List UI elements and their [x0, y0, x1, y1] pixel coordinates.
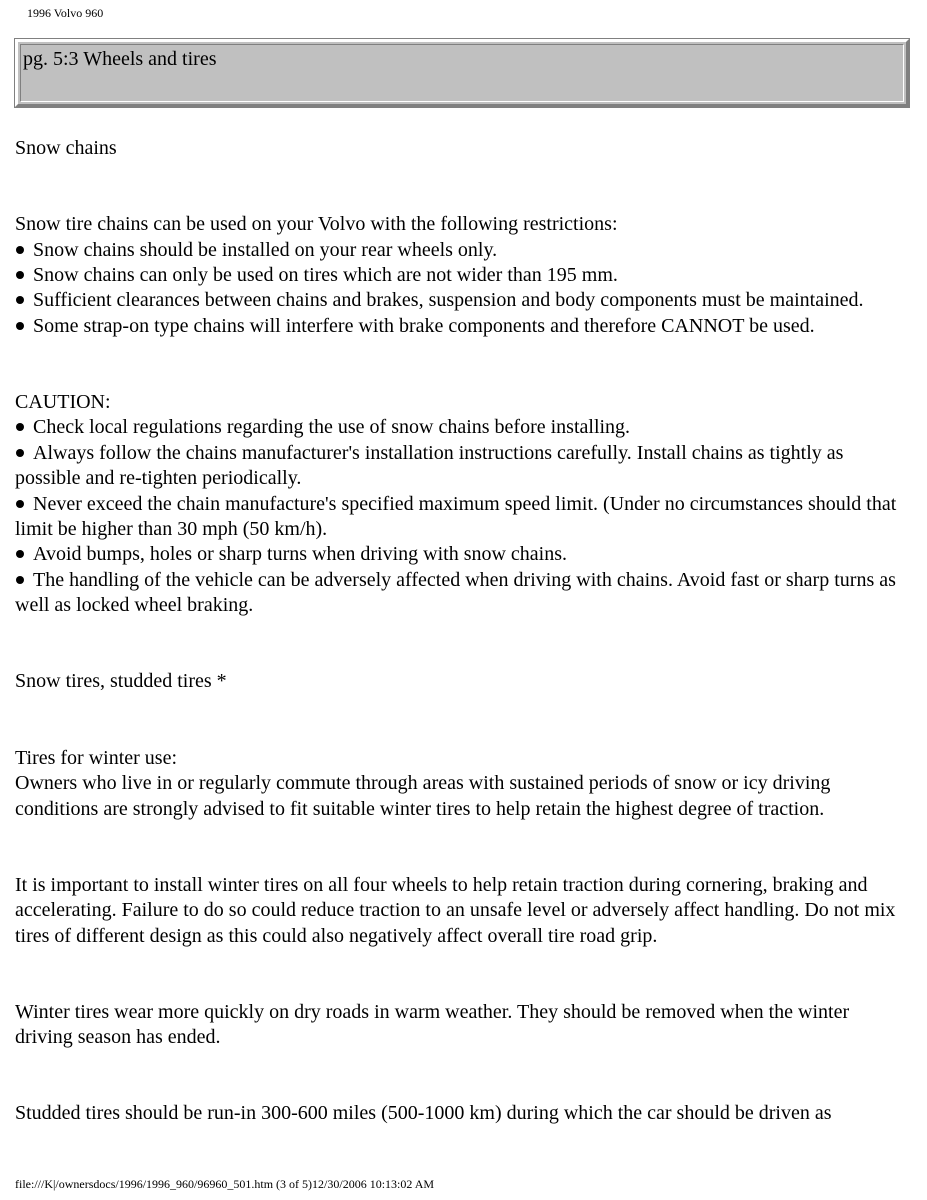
spacer — [15, 161, 910, 212]
caution-item: The handling of the vehicle can be adversely affected when driving with chains. Avoid fast or sharp turns as well as locked wheel braking. — [15, 568, 910, 619]
restriction-item: Snow chains can only be used on tires which are not wider than 195 mm. — [15, 263, 910, 288]
document-body — [15, 136, 910, 1127]
restriction-item: Snow chains should be installed on your rear wheels only. — [15, 238, 910, 263]
page-title: pg. 5:3 Wheels and tires — [23, 48, 217, 70]
restriction-item: Some strap-on type chains will interfere with brake components and therefore CANNOT be used. — [15, 314, 910, 339]
tire-wear-paragraph: Winter tires wear more quickly on dry roads in warm weather. They should be removed when the winter driving season has ended. — [15, 1000, 850, 1049]
winter-use-paragraph: Owners who live in or regularly commute through areas with sustained periods of snow or icy driving conditions are strongly advised to fit suitable winter tires to help retain the highest degree of traction. — [15, 772, 831, 820]
all-four-wheels-paragraph: It is important to install winter tires on all four wheels to help retain traction during cornering, braking and accelerating. Failure to do so could reduce traction to an unsafe level or adversely affect handling. Do not mix tires of different design as this could also negatively affect overall tire road grip. — [15, 873, 896, 947]
restriction-item: Sufficient clearances between chains and brakes, suspension and body components must be maintained. — [15, 288, 910, 313]
caution-item: Always follow the chains manufacturer's installation instructions carefully. Install chains as tightly as possible and re-tighten periodically. — [15, 441, 910, 492]
print-header-title: 1996 Volvo 960 — [27, 6, 104, 20]
page-title-banner — [15, 39, 909, 107]
spacer — [15, 695, 910, 746]
snow-tires-heading: Snow tires, studded tires * — [15, 670, 227, 693]
print-footer-source: file:///K|/ownersdocs/1996/1996_960/96960_501.htm (3 of 5)12/30/2006 10:13:02 AM — [15, 1177, 435, 1191]
spacer — [15, 1051, 910, 1102]
studded-tires-paragraph: Studded tires should be run-in 300-600 miles (500-1000 km) during which the car should be driven as — [15, 1102, 832, 1125]
caution-heading: CAUTION: — [15, 391, 111, 414]
snow-chains-heading: Snow chains — [15, 137, 117, 159]
spacer — [15, 949, 910, 1000]
caution-item: Never exceed the chain manufacture's specified maximum speed limit. (Under no circumstances should that limit be higher than 30 mph (50 km/h). — [15, 492, 910, 543]
snow-chains-intro: Snow tire chains can be used on your Volvo with the following restrictions: — [15, 213, 618, 236]
caution-item: Avoid bumps, holes or sharp turns when driving with snow chains. — [15, 542, 910, 567]
spacer — [15, 619, 910, 670]
spacer — [15, 822, 910, 873]
spacer — [15, 339, 910, 390]
winter-use-label: Tires for winter use: — [15, 746, 178, 769]
caution-item: Check local regulations regarding the use of snow chains before installing. — [15, 415, 910, 440]
